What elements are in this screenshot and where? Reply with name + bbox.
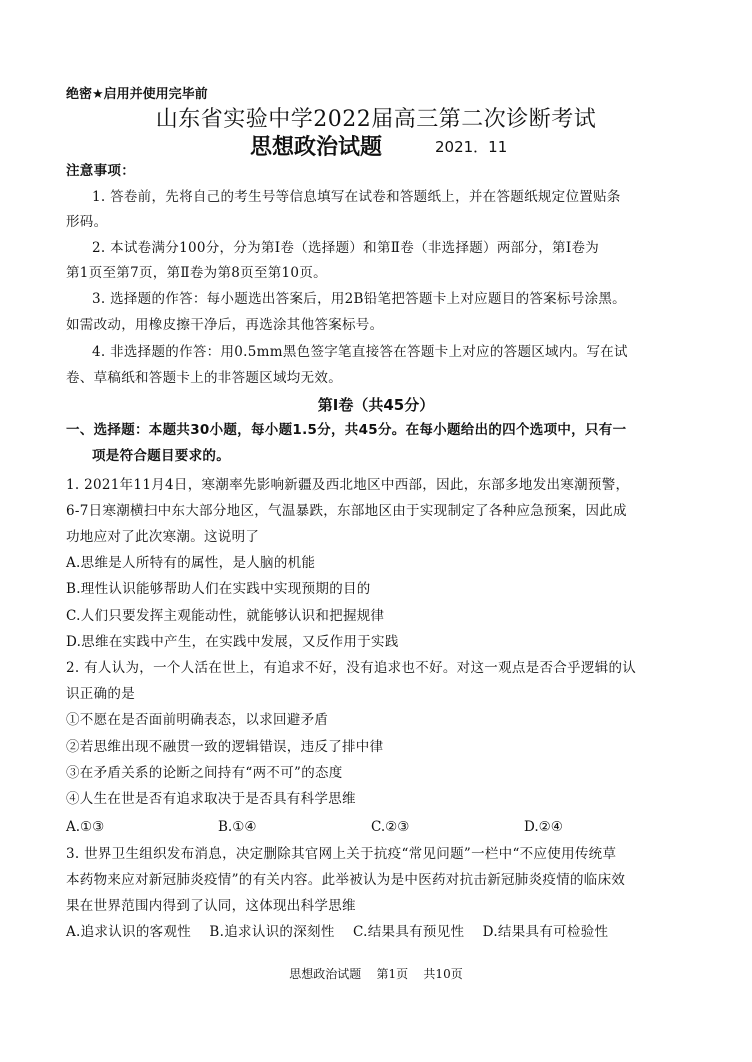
notice-item: 4. 非选择题的作答：用0.5mm黑色签字笔直接答在答题卡上对应的答题区域内。写在试 bbox=[92, 344, 628, 360]
exam-date: 2021．11 bbox=[435, 138, 508, 156]
question-1-stem: 功地应对了此次寒潮。这说明了 bbox=[66, 529, 260, 545]
exam-title: 山东省实验中学2022届高三第二次诊断考试 bbox=[155, 107, 597, 132]
question-1-option-a: A.思维是人所特有的属性，是人脑的机能 bbox=[66, 555, 316, 571]
question-2-option-c: C.②③ bbox=[371, 819, 410, 835]
notice-item: 1. 答卷前，先将自己的考生号等信息填写在试卷和答题纸上，并在答题纸规定位置贴条 bbox=[92, 189, 621, 205]
question-1-stem: 6-7日寒潮横扫中东大部分地区，气温暴跌，东部地区由于实现制定了各种应急预案，因此成 bbox=[66, 503, 627, 519]
question-2-option-a: A.①③ bbox=[66, 819, 105, 835]
notice-item: 形码。 bbox=[66, 214, 108, 230]
question-2-statement: ②若思维出现不融贯一致的逻辑错误，违反了排中律 bbox=[66, 739, 384, 755]
page-footer: 思想政治试题 第1页 共10页 bbox=[289, 967, 463, 981]
section-heading: 一、选择题：本题共30小题，每小题1.5分，共45分。在每小题给出的四个选项中，只有一 bbox=[66, 422, 627, 438]
question-2-option-d: D.②④ bbox=[524, 819, 563, 835]
question-1-stem: 1. 2021年11月4日，寒潮率先影响新疆及西北地区中西部，因此，东部多地发出寒潮预警， bbox=[66, 477, 630, 493]
question-2-statement: ①不愿在是否面前明确表态，以求回避矛盾 bbox=[66, 712, 329, 728]
question-2-stem: 2. 有人认为，一个人活在世上，有追求不好，没有追求也不好。对这一观点是否合乎逻辑的认 bbox=[66, 660, 637, 676]
notice-item: 如需改动，用橡皮擦干净后，再选涂其他答案标号。 bbox=[66, 317, 384, 333]
question-2-statement: ③在矛盾关系的论断之间持有“两不可”的态度 bbox=[66, 765, 343, 781]
question-1-option-c: C.人们只要发挥主观能动性，就能够认识和把握规律 bbox=[66, 608, 385, 624]
notice-item: 3. 选择题的作答：每小题选出答案后，用2B铅笔把答题卡上对应题目的答案标号涂黑。 bbox=[92, 291, 626, 307]
subject-title: 思想政治试题 bbox=[250, 135, 383, 160]
question-3-stem: 果在世界范围内得到了认同，这体现出科学思维 bbox=[66, 898, 356, 914]
notice-item: 第1页至第7页，第Ⅱ卷为第8页至第10页。 bbox=[66, 265, 327, 281]
part1-title: 第Ⅰ卷（共45分） bbox=[317, 396, 435, 414]
notice-item: 卷、草稿纸和答题卡上的非答题区域均无效。 bbox=[66, 370, 342, 386]
question-2-option-b: B.①④ bbox=[218, 819, 257, 835]
notice-item: 2. 本试卷满分100分，分为第Ⅰ卷（选择题）和第Ⅱ卷（非选择题）两部分，第Ⅰ卷为 bbox=[92, 240, 600, 256]
notice-heading: 注意事项： bbox=[66, 163, 135, 179]
question-1-option-b: B.理性认识能够帮助人们在实践中实现预期的目的 bbox=[66, 581, 371, 597]
secret-label: 绝密★启用并使用完毕前 bbox=[66, 87, 208, 102]
question-2-stem: 识正确的是 bbox=[66, 686, 135, 702]
question-3-stem: 3. 世界卫生组织发布消息，决定删除其官网上关于抗疫“常见问题”一栏中“不应使用传统草 bbox=[66, 846, 617, 862]
question-2-statement: ④人生在世是否有追求取决于是否具有科学思维 bbox=[66, 791, 356, 807]
question-3-options: A.追求认识的客观性 B.追求认识的深刻性 C.结果具有预见性 D.结果具有可检验性 bbox=[66, 924, 609, 940]
question-1-option-d: D.思维在实践中产生，在实践中发展，又反作用于实践 bbox=[66, 634, 399, 650]
section-heading: 项是符合题目要求的。 bbox=[92, 448, 230, 464]
question-3-stem: 本药物来应对新冠肺炎疫情”的有关内容。此举被认为是中医药对抗击新冠肺炎疫情的临床效 bbox=[66, 872, 626, 888]
